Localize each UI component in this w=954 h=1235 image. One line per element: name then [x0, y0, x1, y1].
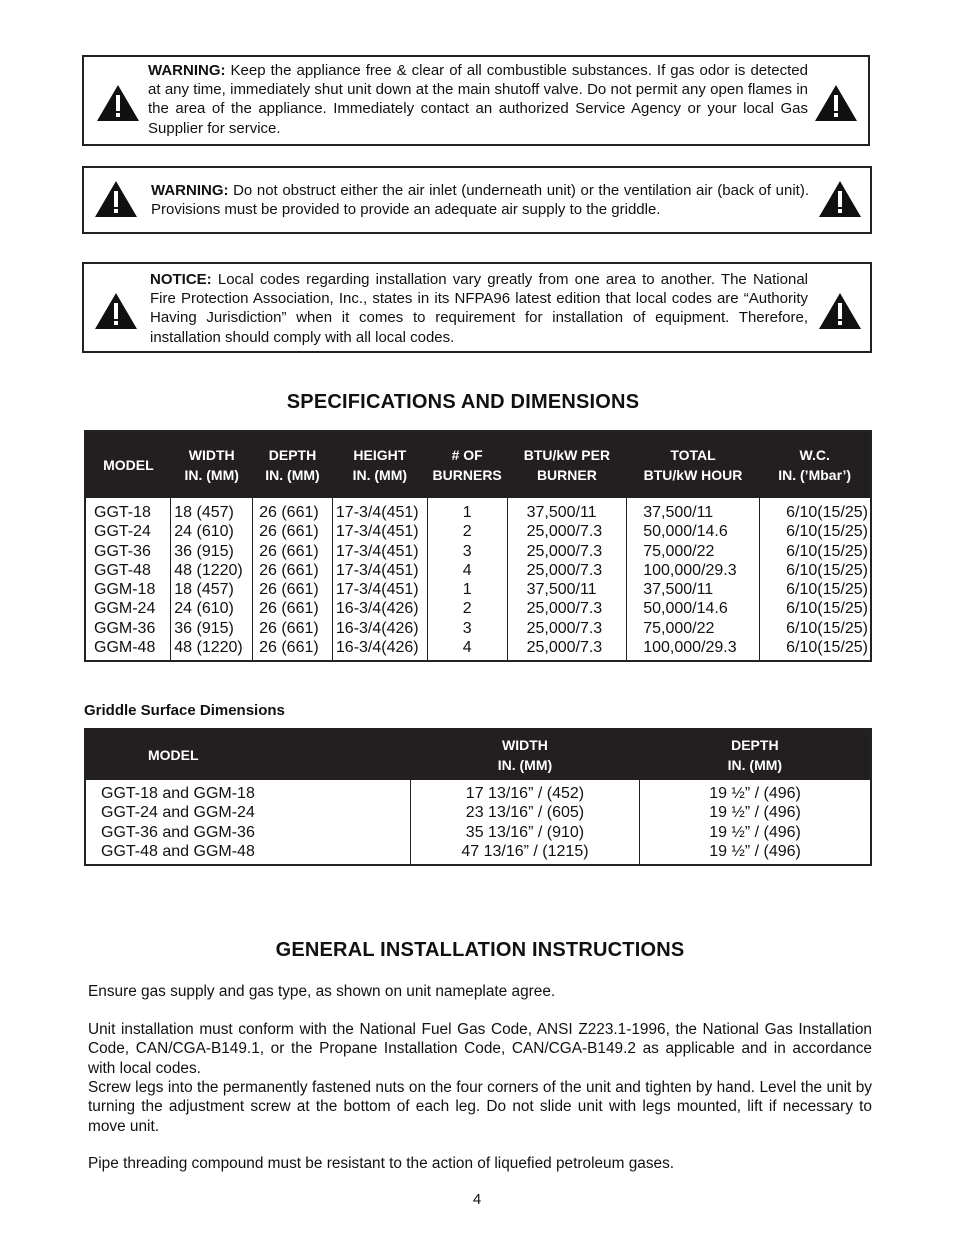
- specs-col-height: [332, 498, 427, 661]
- specs-col-depth: [253, 498, 333, 661]
- table-cell: GGT-48 and GGM-48: [101, 842, 255, 860]
- table-cell: 37,500/11: [643, 581, 714, 599]
- table-cell: 26 (661): [259, 561, 319, 579]
- table-cell: 19 ½” / (496): [709, 804, 801, 822]
- table-cell: GGT-24 and GGM-24: [101, 804, 255, 822]
- table-cell: 37,500/11: [526, 581, 597, 599]
- table-cell: GGM-18: [94, 581, 156, 599]
- specs-col-total-btu: [627, 498, 760, 661]
- table-cell: 17-3/4(451): [335, 542, 419, 560]
- table-cell: 16-3/4(426): [335, 619, 419, 637]
- specs-body-row: [85, 498, 871, 661]
- table-cell: 26 (661): [259, 581, 319, 599]
- notice-body: Local codes regarding installation vary greatly from one area to another. The National Fire Protection Association, Inc., states in its NFPA96 latest edition that local codes are “Authority Having Jurisdiction” when it comes to requirement for installation of equipment. Therefore, installation should comply with all local codes.: [150, 271, 808, 346]
- table-cell: 6/10(15/25): [786, 561, 868, 579]
- specs-header-width: WIDTH IN. (MM): [171, 431, 253, 498]
- specs-header-wc: W.C. IN. (’Mbar’): [759, 431, 871, 498]
- table-cell: 19 ½” / (496): [709, 823, 801, 841]
- warning-triangle-icon: [94, 180, 138, 218]
- specs-col-model: [85, 498, 171, 661]
- table-cell: 3: [462, 619, 472, 637]
- install-title: GENERAL INSTALLATION INSTRUCTIONS: [275, 939, 685, 961]
- warning-1-body: Keep the appliance free & clear of all combustible substances. If gas odor is detected at any time, immediately shut unit down at the main shutoff valve. Do not permit any open flames in the area of the appliance. Immediately contact an authorized Service Agency or your local Gas Supplier for service.: [148, 62, 808, 137]
- notice-box: [82, 262, 872, 353]
- warning-box-1: [82, 55, 870, 146]
- table-cell: GGM-24: [94, 600, 156, 618]
- warning-1-label: WARNING:: [148, 62, 226, 79]
- griddle-header-width: WIDTH IN. (MM): [410, 729, 639, 780]
- notice-label: NOTICE:: [150, 271, 212, 288]
- griddle-col-width: [410, 780, 639, 865]
- table-cell: GGM-48: [94, 639, 156, 657]
- warning-box-2: [82, 166, 872, 234]
- table-cell: 2: [462, 523, 472, 541]
- table-cell: 25,000/7.3: [526, 561, 603, 579]
- table-cell: 24 (610): [174, 523, 234, 541]
- warning-2-body: Do not obstruct either the air inlet (underneath unit) or the ventilation air (back of unit). Provisions must be provided to provide an adequate air supply to the griddle.: [151, 182, 809, 219]
- specs-title: SPECIFICATIONS AND DIMENSIONS: [286, 391, 640, 413]
- table-cell: 25,000/7.3: [526, 542, 603, 560]
- table-cell: GGT-18: [94, 504, 151, 521]
- table-cell: 48 (1220): [174, 639, 243, 657]
- warning-triangle-icon: [96, 84, 140, 122]
- table-cell: 26 (661): [259, 504, 319, 521]
- table-cell: 4: [462, 561, 472, 579]
- table-cell: 36 (915): [174, 542, 234, 560]
- griddle-title: Griddle Surface Dimensions: [84, 702, 285, 719]
- table-cell: 17-3/4(451): [335, 561, 419, 579]
- specs-header-total-btu: TOTAL BTU/kW HOUR: [627, 431, 760, 498]
- table-cell: GGT-48: [94, 561, 151, 579]
- table-cell: 17-3/4(451): [335, 504, 419, 521]
- table-cell: 37,500/11: [526, 504, 597, 521]
- griddle-header-row: [85, 729, 871, 780]
- install-paragraph-1: Ensure gas supply and gas type, as shown on unit nameplate agree.: [88, 983, 556, 1000]
- griddle-table: [84, 728, 872, 866]
- table-cell: 2: [462, 600, 472, 618]
- table-cell: 26 (661): [259, 542, 319, 560]
- specs-header-height: HEIGHT IN. (MM): [332, 431, 427, 498]
- table-cell: 1: [462, 504, 472, 521]
- warning-triangle-icon: [818, 292, 862, 330]
- table-cell: 6/10(15/25): [786, 581, 868, 599]
- table-cell: GGT-24: [94, 523, 151, 541]
- specs-col-width: [171, 498, 253, 661]
- table-cell: GGT-18 and GGM-18: [101, 785, 255, 802]
- table-cell: 6/10(15/25): [786, 542, 868, 560]
- table-cell: 23 13/16” / (605): [465, 804, 585, 822]
- table-cell: GGT-36: [94, 542, 151, 560]
- specs-col-btu-per-burner: [507, 498, 627, 661]
- warning-2-label: WARNING:: [151, 182, 229, 199]
- table-cell: 16-3/4(426): [335, 639, 419, 657]
- table-cell: 48 (1220): [174, 561, 243, 579]
- table-cell: 50,000/14.6: [643, 600, 728, 618]
- table-cell: 100,000/29.3: [643, 639, 737, 657]
- specs-col-burners: [427, 498, 507, 661]
- griddle-body-row: [85, 780, 871, 865]
- specs-header-burners: # OF BURNERS: [427, 431, 507, 498]
- griddle-col-model: [85, 780, 410, 865]
- table-cell: 4: [462, 639, 472, 657]
- warning-triangle-icon: [818, 180, 862, 218]
- warning-2-text: [151, 181, 809, 219]
- table-cell: 50,000/14.6: [643, 523, 728, 541]
- griddle-header-model: MODEL: [85, 729, 410, 780]
- warning-triangle-icon: [94, 292, 138, 330]
- table-cell: 26 (661): [259, 639, 319, 657]
- specs-table: [84, 430, 872, 662]
- table-cell: 19 ½” / (496): [709, 842, 801, 860]
- table-cell: 47 13/16” / (1215): [461, 842, 589, 860]
- table-cell: 75,000/22: [643, 619, 715, 637]
- warning-1-text: [148, 61, 808, 138]
- specs-header-depth: DEPTH IN. (MM): [253, 431, 333, 498]
- warning-triangle-icon: [814, 84, 858, 122]
- table-cell: 6/10(15/25): [786, 619, 868, 637]
- table-cell: 16-3/4(426): [335, 600, 419, 618]
- table-cell: 26 (661): [259, 523, 319, 541]
- table-cell: 6/10(15/25): [786, 639, 868, 657]
- specs-header-row: [85, 431, 871, 498]
- table-cell: 36 (915): [174, 619, 234, 637]
- table-cell: GGM-36: [94, 619, 156, 637]
- griddle-header-depth: DEPTH IN. (MM): [640, 729, 871, 780]
- install-paragraph-2: Unit installation must conform with the National Fuel Gas Code, ANSI Z223.1-1996, the National Gas Installation Code, CAN/CGA-B149.1, or the Propane Installation Code, CAN/CGA-B149.2 as applicable and in accordance with local codes.: [88, 1021, 872, 1077]
- table-cell: 37,500/11: [643, 504, 714, 521]
- specs-header-model: MODEL: [85, 431, 171, 498]
- table-cell: 25,000/7.3: [526, 523, 603, 541]
- table-cell: 18 (457): [174, 581, 234, 599]
- table-cell: 19 ½” / (496): [709, 785, 801, 802]
- table-cell: GGT-36 and GGM-36: [101, 823, 255, 841]
- table-cell: 25,000/7.3: [526, 639, 603, 657]
- table-cell: 26 (661): [259, 619, 319, 637]
- table-cell: 6/10(15/25): [786, 523, 868, 541]
- table-cell: 6/10(15/25): [786, 600, 868, 618]
- table-cell: 6/10(15/25): [786, 504, 868, 521]
- page-number: 4: [472, 1191, 482, 1208]
- table-cell: 17-3/4(451): [335, 581, 419, 599]
- table-cell: 75,000/22: [643, 542, 715, 560]
- griddle-col-depth: [640, 780, 871, 865]
- table-cell: 25,000/7.3: [526, 619, 603, 637]
- table-cell: 35 13/16” / (910): [465, 823, 585, 841]
- install-paragraph-4: Pipe threading compound must be resistant to the action of liquefied petroleum gases.: [88, 1155, 675, 1172]
- table-cell: 17-3/4(451): [335, 523, 419, 541]
- table-cell: 1: [462, 581, 472, 599]
- table-cell: 26 (661): [259, 600, 319, 618]
- table-cell: 25,000/7.3: [526, 600, 603, 618]
- specs-col-wc: [759, 498, 871, 661]
- table-cell: 17 13/16” / (452): [465, 785, 585, 802]
- notice-text: [150, 270, 808, 347]
- specs-header-btu-per-burner: BTU/kW PER BURNER: [507, 431, 627, 498]
- table-cell: 3: [462, 542, 472, 560]
- table-cell: 24 (610): [174, 600, 234, 618]
- install-paragraph-3: Screw legs into the permanently fastened nuts on the four corners of the unit and tighten by hand. Level the unit by turning the adjustment screw at the bottom of each leg. Do not slide unit with legs mounted, lift if necessary to move unit.: [88, 1079, 872, 1135]
- table-cell: 18 (457): [174, 504, 234, 521]
- table-cell: 100,000/29.3: [643, 561, 737, 579]
